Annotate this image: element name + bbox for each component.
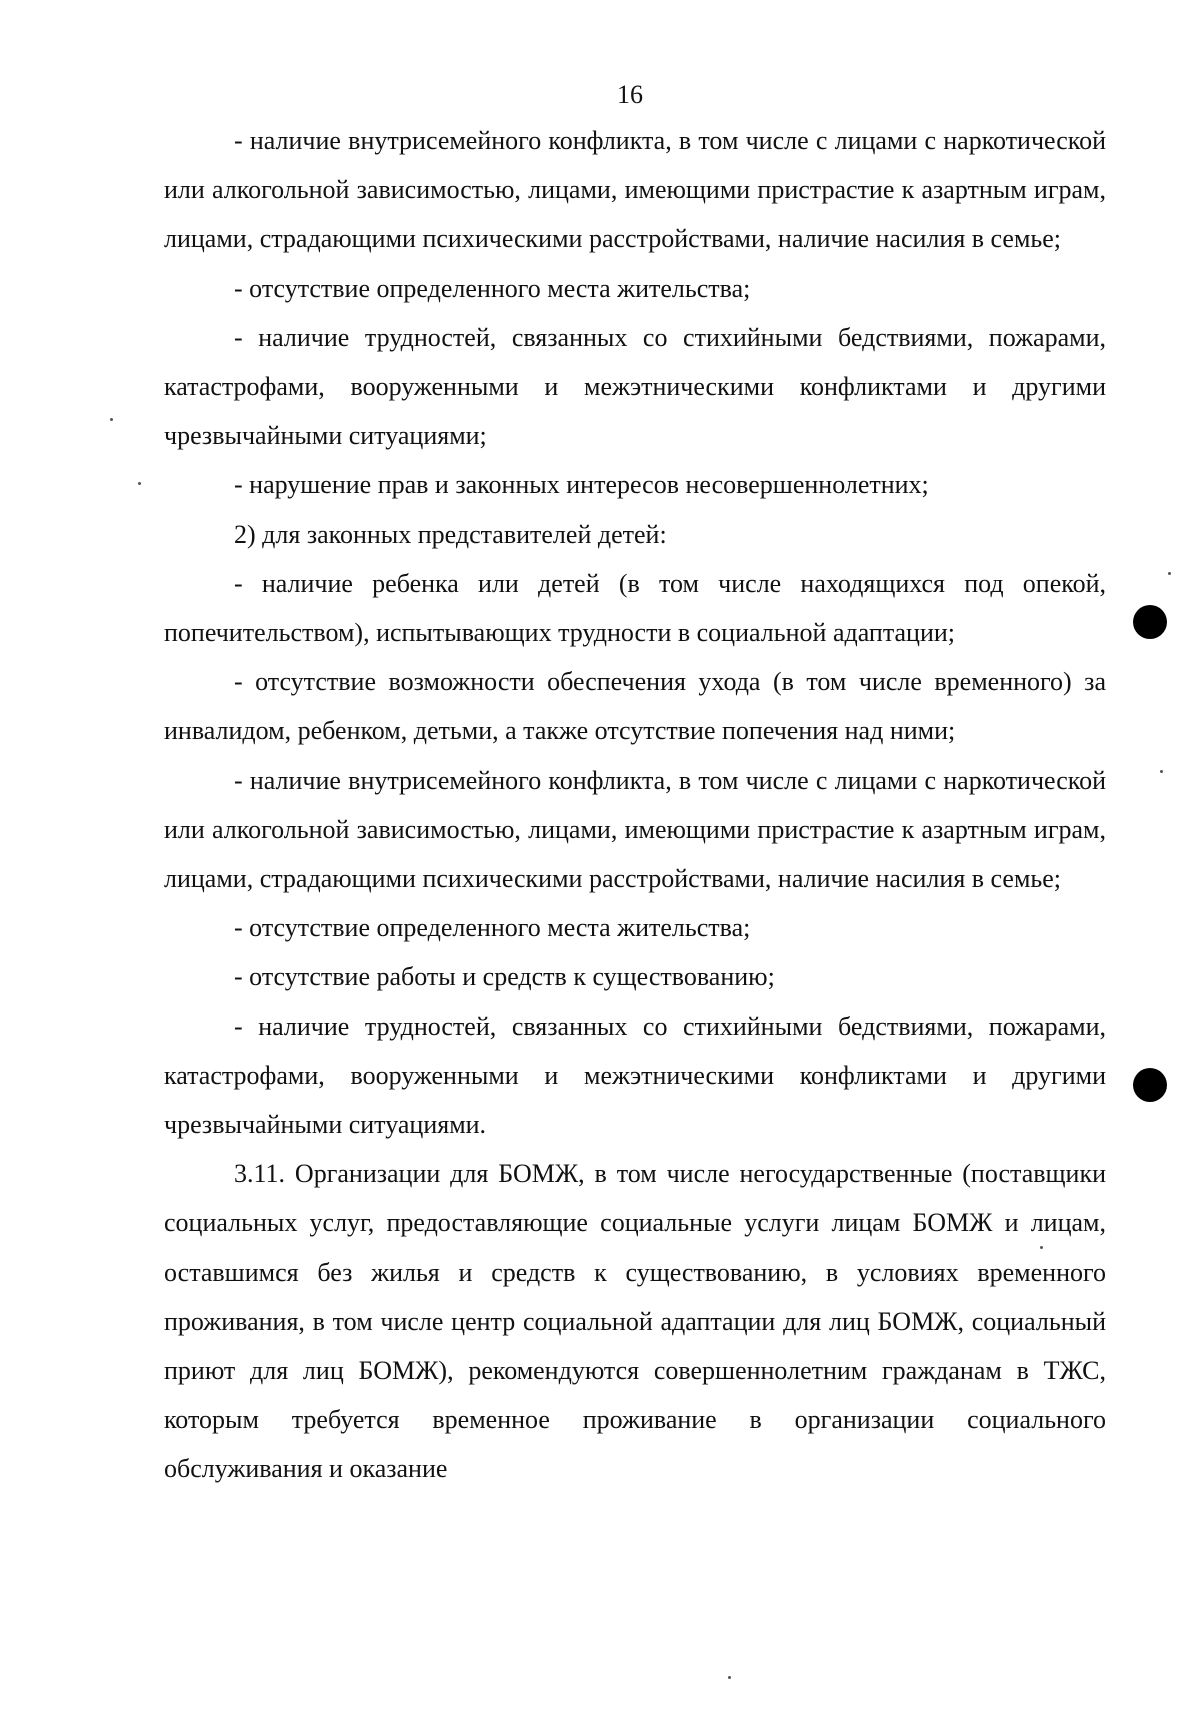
scan-speck — [1168, 572, 1171, 575]
paragraph-no-residence-2: - отсутствие определенного места жительства; — [234, 913, 751, 943]
paragraph-child-adaptation: - наличие ребенка или детей (в том числе находящихся под опекой, попечительством), испытывающих трудности в социальной адаптации; — [164, 568, 1106, 648]
scan-speck — [1040, 1246, 1043, 1249]
paragraph-no-work: - отсутствие работы и средств к существованию; — [234, 962, 775, 992]
paragraph-care-absence: - отсутствие возможности обеспечения ухода (в том числе временного) за инвалидом, ребенком, детьми, а также отсутствие попечения над ними; — [164, 667, 1106, 746]
paragraph-minor-rights: - нарушение прав и законных интересов несовершеннолетних; — [234, 470, 929, 500]
paragraph-disasters: - наличие трудностей, связанных со стихийными бедствиями, пожарами, катастрофами, вооруженными и межэтническими конфликтами и другими чрезвычайными ситуациями; — [164, 322, 1106, 451]
paragraph-disasters-2: - наличие трудностей, связанных со стихийными бедствиями, пожарами, катастрофами, вооруженными и межэтническими конфликтами и другими чрезвычайными ситуациями. — [164, 1011, 1106, 1140]
paragraph-family-conflict: - наличие внутрисемейного конфликта, в том числе с лицами с наркотической или алкогольной зависимостью, лицами, имеющими пристрастие к азартным играм, лицами, страдающими психическими расстройствами, наличие насилия в семье; — [164, 126, 1106, 254]
punch-hole-mark — [1133, 605, 1167, 639]
paragraph-family-conflict-2: - наличие внутрисемейного конфликта, в том числе с лицами с наркотической или алкогольной зависимостью, лицами, имеющими пристрастие к азартным играм, лицами, страдающими психическими расстройствами, наличие насилия в семье; — [164, 765, 1106, 894]
paragraph-legal-representatives: 2) для законных представителей детей: — [234, 519, 667, 549]
page-number: 16 — [617, 80, 643, 109]
paragraph-section-3-11: 3.11. Организации для БОМЖ, в том числе негосударственные (поставщики социальных услуг, предоставляющие социальные услуги лицам БОМЖ и лицам, оставшимся без жилья и средств к существованию, в условиях временного проживания, в том числе центр социальной адаптации для лиц БОМЖ, социальный приют для лиц БОМЖ), рекомендуются совершеннолетним гражданам в ТЖС, которым требуется временное проживание в организации социального обслуживания и оказание — [164, 1159, 1106, 1484]
punch-hole-mark — [1133, 1068, 1167, 1102]
scan-speck — [1160, 770, 1163, 773]
paragraph-no-residence: - отсутствие определенного места жительства; — [234, 273, 751, 303]
body-text — [164, 116, 1106, 1494]
scan-speck — [728, 1676, 731, 1679]
scan-speck — [138, 482, 141, 485]
scan-speck — [110, 418, 113, 421]
